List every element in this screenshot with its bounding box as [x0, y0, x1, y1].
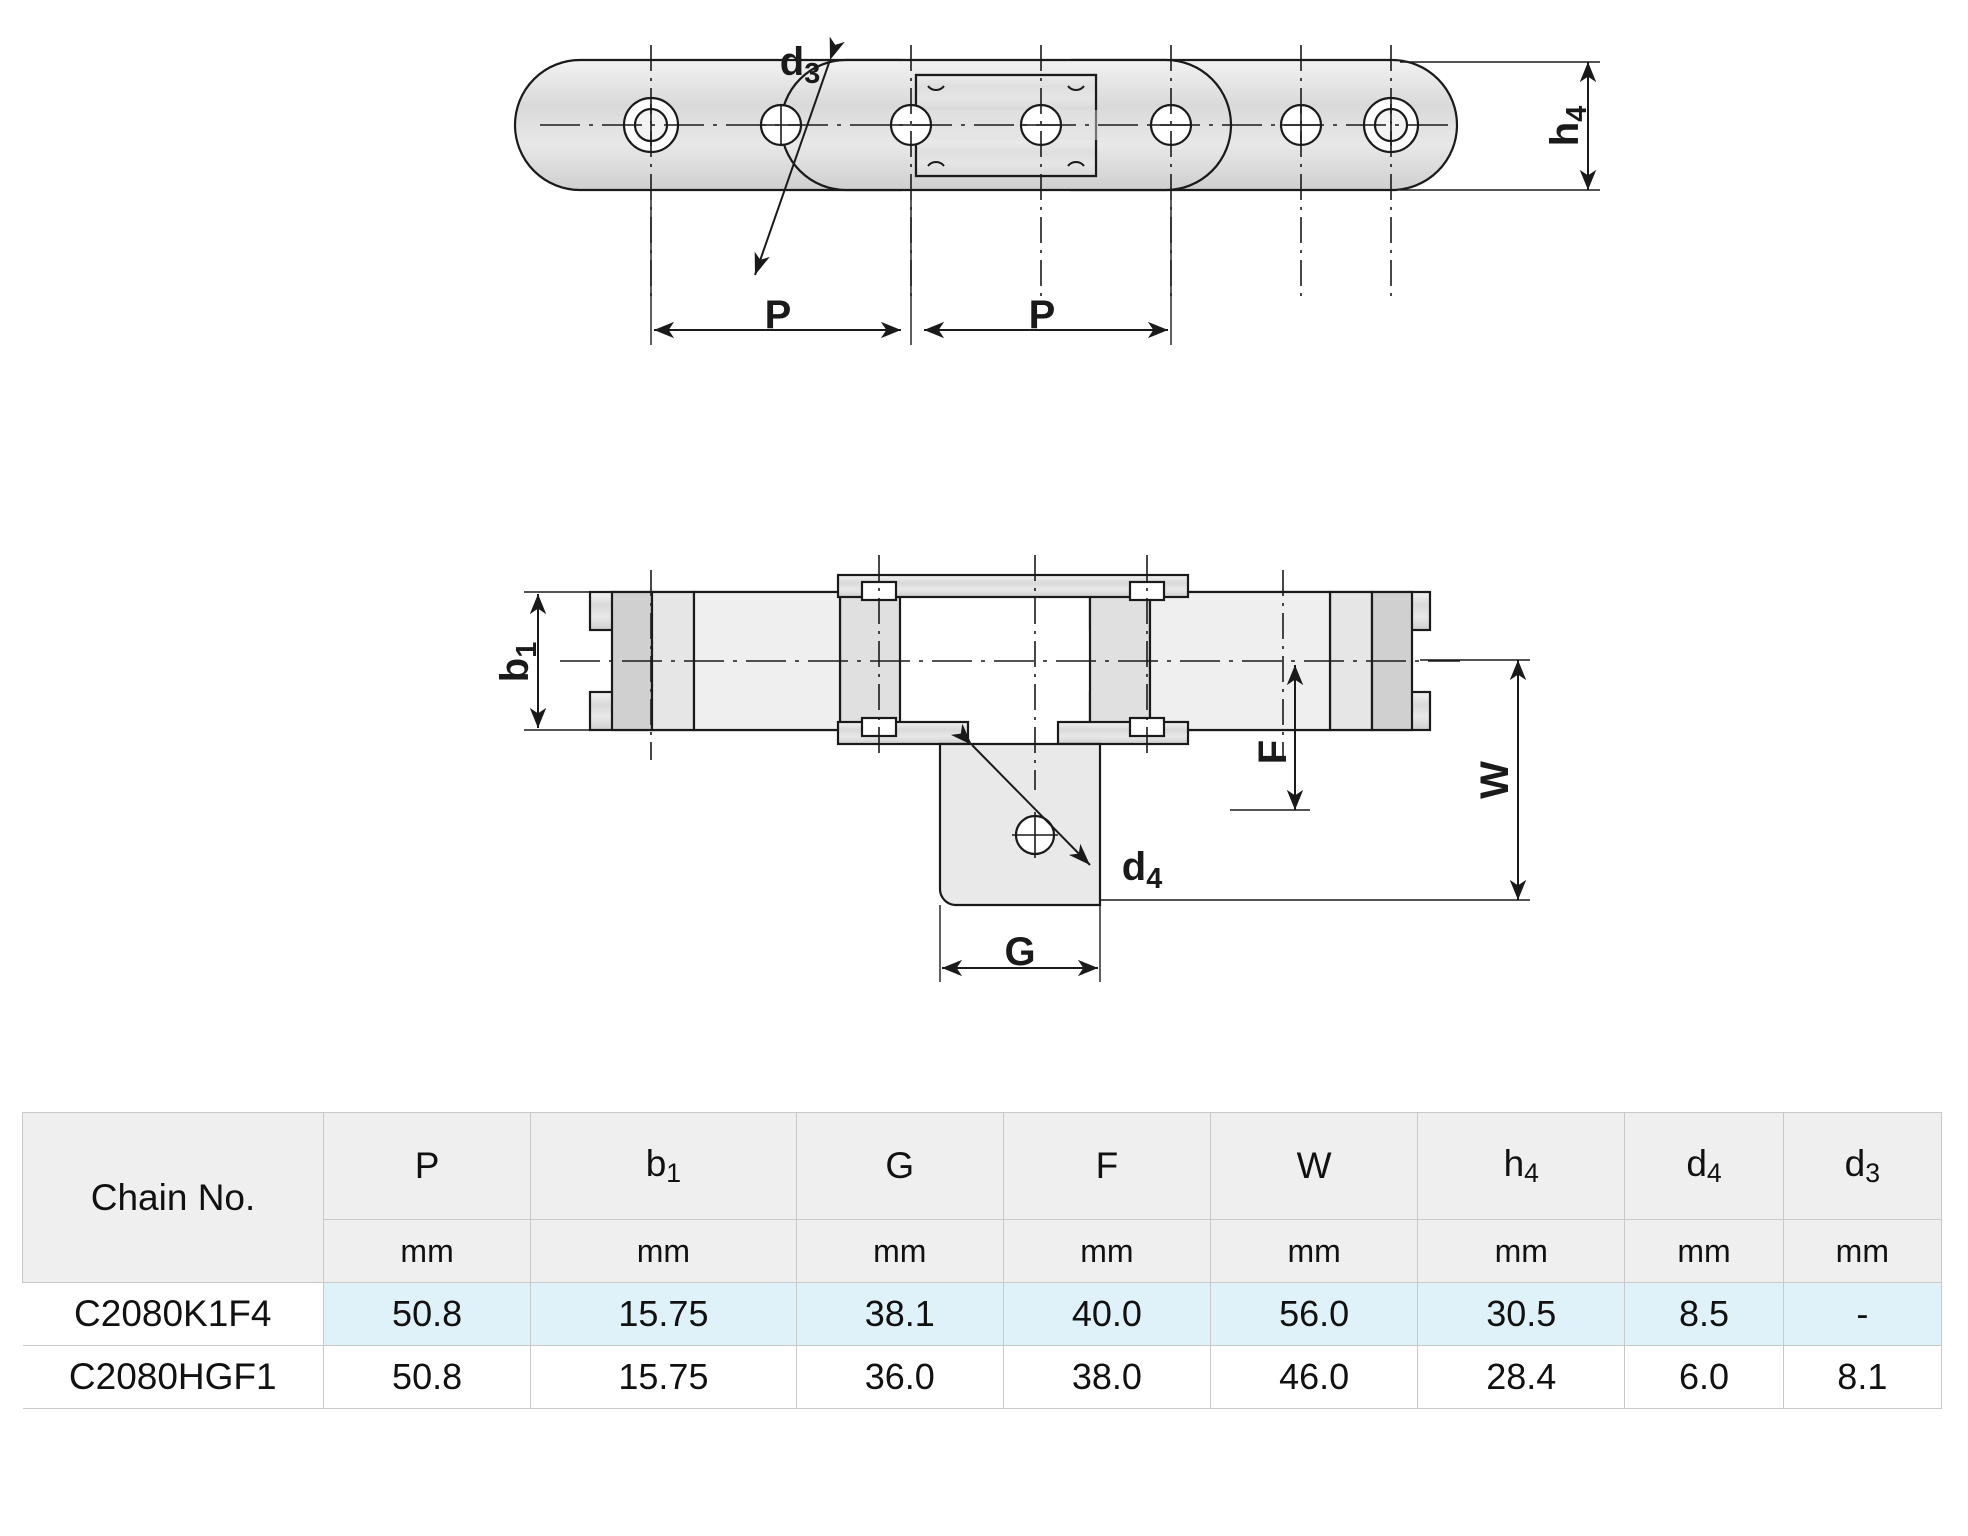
column-header-f: F [1003, 1113, 1210, 1220]
cell-p: 50.8 [324, 1283, 531, 1346]
cell-f: 38.0 [1003, 1346, 1210, 1409]
label-b1: $b_1$ [493, 641, 543, 683]
column-header-p: P [324, 1113, 531, 1220]
side-view [560, 555, 1460, 905]
cell-b1: 15.75 [531, 1283, 797, 1346]
label-p-left: P [764, 293, 792, 337]
chain-name: C2080HGF1 [23, 1346, 324, 1409]
table-row [23, 1283, 1942, 1346]
unit-w: mm [1211, 1220, 1418, 1283]
label-d4: $d_4$ [1121, 845, 1163, 895]
column-header-d4: $d_4$ [1625, 1113, 1783, 1220]
label-w: W [1473, 761, 1517, 799]
unit-f: mm [1003, 1220, 1210, 1283]
table-row [23, 1346, 1942, 1409]
cell-d4: 6.0 [1625, 1346, 1783, 1409]
specification-table [22, 1112, 1942, 1409]
top-view [515, 45, 1457, 300]
cell-g: 36.0 [796, 1346, 1003, 1409]
column-header-w: W [1211, 1113, 1418, 1220]
cell-h4: 28.4 [1418, 1346, 1625, 1409]
cell-w: 46.0 [1211, 1346, 1418, 1409]
unit-h4: mm [1418, 1220, 1625, 1283]
cell-d3: - [1783, 1283, 1941, 1346]
chain-no-header: Chain No. [23, 1113, 324, 1283]
cell-p: 50.8 [324, 1346, 531, 1409]
cell-f: 40.0 [1003, 1283, 1210, 1346]
cell-g: 38.1 [796, 1283, 1003, 1346]
cell-b1: 15.75 [531, 1346, 797, 1409]
label-f: F [1251, 739, 1295, 765]
column-header-d3: $d_3$ [1783, 1113, 1941, 1220]
table-header-symbols [23, 1113, 1942, 1220]
column-header-g: G [796, 1113, 1003, 1220]
cell-w: 56.0 [1211, 1283, 1418, 1346]
label-d3: $d_3$ [779, 40, 821, 90]
label-h4: $h_4$ [1543, 105, 1593, 147]
unit-d4: mm [1625, 1220, 1783, 1283]
cell-d4: 8.5 [1625, 1283, 1783, 1346]
chain-name: C2080K1F4 [23, 1283, 324, 1346]
label-p-right: P [1028, 293, 1056, 337]
unit-p: mm [324, 1220, 531, 1283]
unit-g: mm [796, 1220, 1003, 1283]
unit-d3: mm [1783, 1220, 1941, 1283]
cell-h4: 30.5 [1418, 1283, 1625, 1346]
label-g: G [1004, 930, 1036, 974]
column-header-b1: $b_1$ [531, 1113, 797, 1220]
cell-d3: 8.1 [1783, 1346, 1941, 1409]
unit-b1: mm [531, 1220, 797, 1283]
column-header-h4: $h_4$ [1418, 1113, 1625, 1220]
